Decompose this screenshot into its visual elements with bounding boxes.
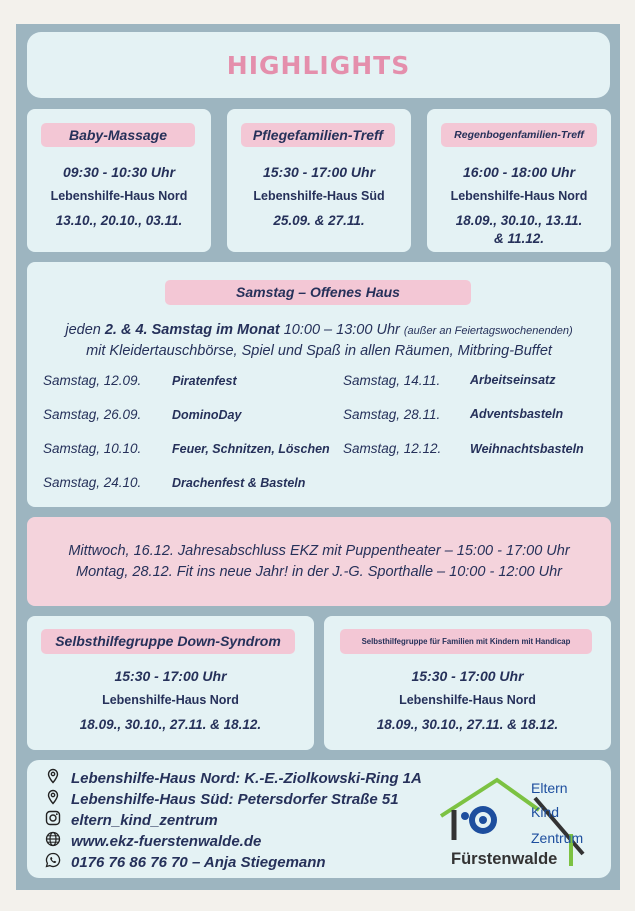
event-name: Drachenfest & Basteln (172, 476, 306, 490)
event-date: Samstag, 14.11. (343, 373, 441, 388)
saturday-schedule (27, 322, 611, 338)
card-label: Baby-Massage (41, 123, 195, 147)
address-sued (45, 789, 399, 809)
event-date: Samstag, 12.09. (43, 373, 142, 388)
specials-card (27, 517, 611, 606)
logo-fuerstenwalde: Fürstenwalde (451, 850, 558, 868)
card-baby-massage (27, 109, 211, 252)
card-place: Lebenshilfe-Haus Nord (450, 189, 588, 203)
card-label: Regenbogenfamilien-Treff (441, 123, 597, 147)
card-time: 15:30 - 17:00 Uhr (114, 668, 227, 684)
ekz-logo (435, 768, 595, 876)
contact-card (27, 760, 611, 878)
card-label: Selbsthilfegruppe Down-Syndrom (41, 629, 295, 654)
title-card (27, 32, 610, 98)
card-pflegefamilien (227, 109, 411, 252)
special-event: Montag, 28.12. Fit ins neue Jahr! in der J.-G. Sporthalle – 10:00 - 12:00 Uhr (75, 564, 563, 580)
phone-contact[interactable] (45, 852, 326, 872)
globe-icon (45, 831, 61, 851)
card-time: 15:30 - 17:00 Uhr (262, 164, 376, 180)
event-name: Feuer, Schnitzen, Löschen (172, 442, 330, 456)
schedule-time: 10:00 – 13:00 Uhr (279, 322, 404, 338)
card-time: 15:30 - 17:00 Uhr (411, 668, 524, 684)
logo-eltern: Eltern (531, 780, 568, 796)
card-dates: 13.10., 20.10., 03.11. (55, 213, 183, 228)
card-handicap (324, 616, 611, 750)
card-dates: 25.09. & 27.11. (273, 213, 365, 228)
card-dates: 18.09., 30.10., 27.11. & 18.12. (376, 717, 559, 732)
card-time: 09:30 - 10:30 Uhr (62, 164, 176, 180)
phone-text: 0176 76 86 76 70 – Anja Stiegemann (71, 853, 326, 871)
event-date: Samstag, 24.10. (43, 475, 142, 490)
event-date: Samstag, 12.12. (343, 441, 442, 456)
card-label: Pflegefamilien-Treff (241, 123, 395, 147)
instagram-link[interactable] (45, 810, 218, 830)
instagram-handle: eltern_kind_zentrum (71, 811, 218, 829)
address-text: Lebenshilfe-Haus Süd: Petersdorfer Straße 51 (71, 790, 399, 808)
special-event: Mittwoch, 16.12. Jahresabschluss EKZ mit Puppentheater – 15:00 - 17:00 Uhr (68, 543, 570, 559)
card-place: Lebenshilfe-Haus Nord (399, 693, 536, 707)
event-name: Piratenfest (172, 374, 237, 388)
event-name: Arbeitseinsatz (470, 373, 556, 387)
event-name: DominoDay (172, 408, 242, 422)
card-dates: 18.09., 30.10., 13.11. (455, 213, 583, 228)
page-title: HIGHLIGHTS (226, 50, 411, 80)
card-time: 16:00 - 18:00 Uhr (462, 164, 576, 180)
schedule-days: 2. & 4. Samstag im Monat (104, 322, 280, 338)
saturday-label: Samstag – Offenes Haus (165, 280, 471, 305)
event-date: Samstag, 26.09. (43, 407, 142, 422)
location-pin-icon (45, 789, 61, 809)
saturday-description: mit Kleidertauschbörse, Spiel und Spaß in allen Räumen, Mitbring-Buffet (86, 343, 552, 359)
website-url: www.ekz-fuerstenwalde.de (71, 832, 262, 850)
whatsapp-icon (45, 852, 61, 872)
event-name: Adventsbasteln (470, 407, 564, 421)
logo-kind: Kind (531, 804, 560, 820)
card-label: Selbsthilfegruppe für Familien mit Kindern mit Handicap (340, 629, 592, 654)
location-pin-icon (45, 768, 61, 788)
event-date: Samstag, 28.11. (343, 407, 441, 422)
event-name: Weihnachtsbasteln (470, 442, 584, 456)
schedule-note: (außer an Feiertagswochenenden) (403, 325, 573, 337)
card-place: Lebenshilfe-Haus Nord (102, 693, 239, 707)
card-dates: 18.09., 30.10., 27.11. & 18.12. (79, 717, 262, 732)
card-place: Lebenshilfe-Haus Süd (253, 189, 385, 203)
card-dates-cont: & 11.12. (493, 231, 545, 246)
schedule-prefix: jeden (65, 322, 105, 338)
event-date: Samstag, 10.10. (43, 441, 142, 456)
card-down-syndrom (27, 616, 314, 750)
card-place: Lebenshilfe-Haus Nord (50, 189, 188, 203)
logo-zentrum: Zentrum (531, 830, 584, 846)
card-regenbogenfamilien (427, 109, 611, 252)
address-text: Lebenshilfe-Haus Nord: K.-E.-Ziolkowski-Ring 1A (71, 769, 422, 787)
website-link[interactable] (45, 831, 261, 851)
instagram-icon (45, 810, 61, 830)
address-nord (45, 768, 422, 788)
saturday-card (27, 262, 611, 507)
